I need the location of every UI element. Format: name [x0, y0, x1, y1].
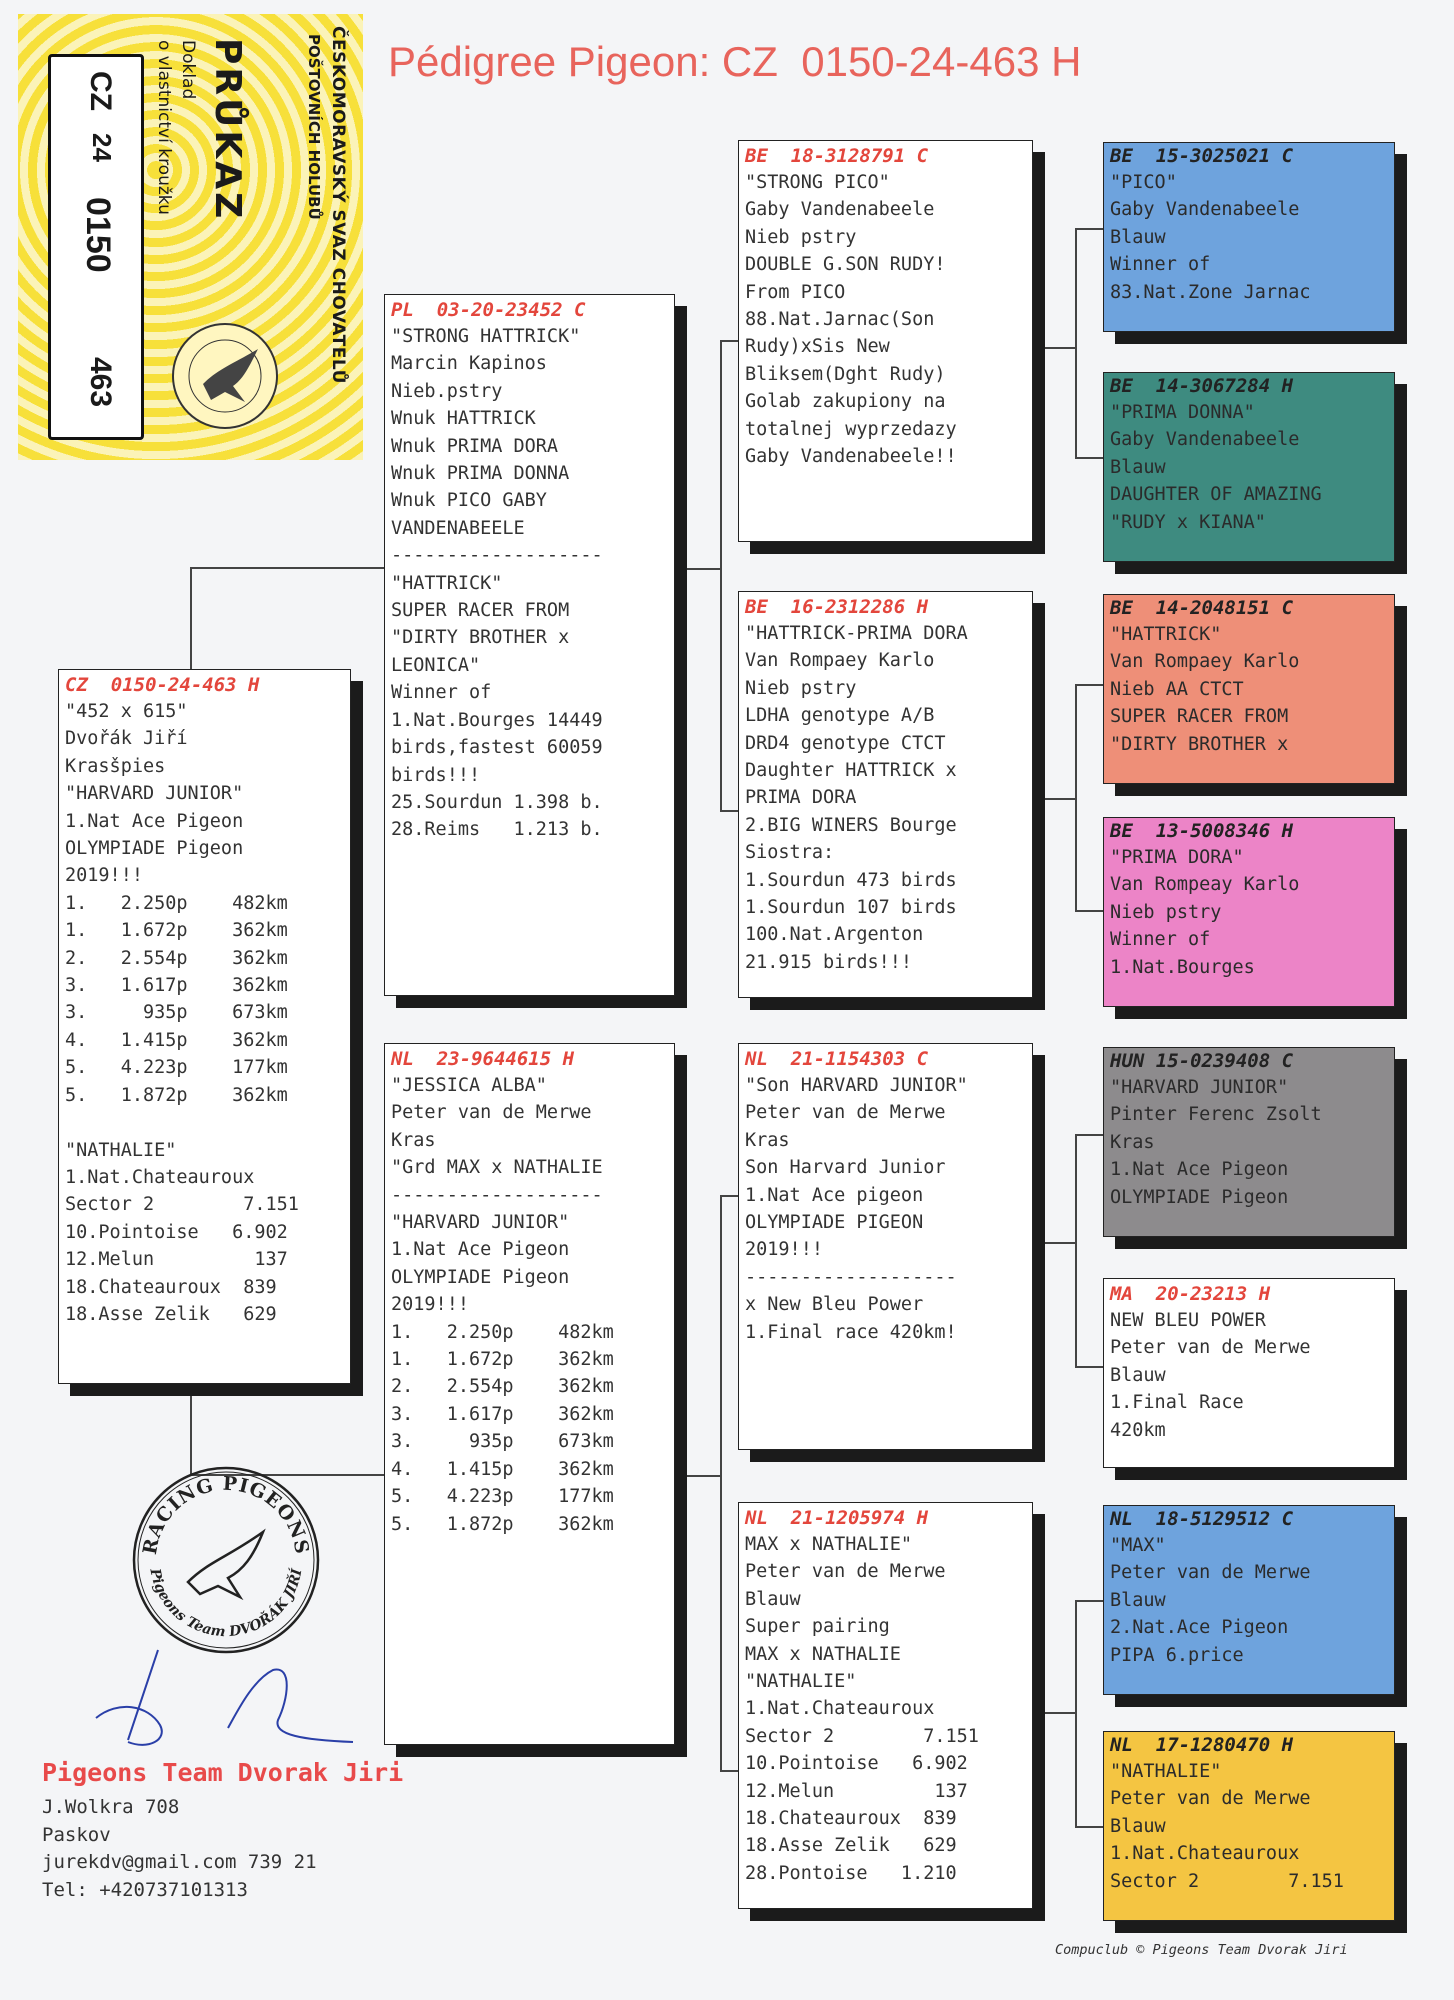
copyright: Compuclub © Pigeons Team Dvorak Jiri: [1055, 1942, 1348, 1958]
breeder-name: Pigeons Team Dvorak Jiri: [42, 1758, 404, 1787]
pigeon-card-gg5[interactable]: [1103, 1047, 1395, 1237]
stamp-bottom-text: Pigeons Team DVOŘÁK JIŘÍ: [146, 1567, 306, 1641]
page-title: Pédigree Pigeon: CZ 0150-24-463 H: [388, 38, 1082, 85]
connector: [1075, 684, 1077, 910]
ring-number: CZ 0150-24-463 H: [65, 674, 260, 696]
connector: [1075, 228, 1077, 457]
cert-doc-sub2: o vlastnictví kroužku: [154, 40, 174, 215]
ring-number: BE 18-3128791 C: [745, 145, 929, 167]
plate-country: CZ: [84, 71, 117, 111]
connector: [1075, 910, 1103, 912]
pigeon-card-subject[interactable]: [58, 669, 351, 1384]
ring-number: MA 20-23213 H: [1110, 1283, 1271, 1305]
connector: [1075, 1134, 1077, 1366]
connector: [675, 568, 720, 570]
ring-number: NL 17-1280470 H: [1110, 1734, 1294, 1756]
ring-number-plate: [48, 54, 144, 440]
connector: [1075, 1600, 1103, 1602]
connector: [1033, 347, 1075, 349]
connector: [1075, 684, 1103, 686]
connector: [720, 1195, 738, 1197]
connector: [1075, 1826, 1103, 1828]
plate-year: 24: [87, 133, 117, 162]
connector: [720, 810, 738, 812]
svg-text:Pigeons Team DVOŘÁK JIŘÍ: [146, 1566, 305, 1640]
connector: [675, 1475, 720, 1477]
stamp-top-text: RACING PIGEONS: [138, 1472, 313, 1557]
ring-number: NL 18-5129512 C: [1110, 1508, 1294, 1530]
connector: [720, 340, 738, 342]
pigeon-details: "STRONG PICO" Gaby Vandenabeele Nieb pstry DOUBLE G.SON RUDY! From PICO 88.Nat.Jarnac(Son Rudy)xSis New Bliksem(Dght Rudy) Golab zakupiony na totalnej wyprzedazy Gaby Vandenabeele!!: [745, 172, 957, 468]
ring-number: NL 23-9644615 H: [391, 1048, 575, 1070]
cert-doc-sub1: Doklad: [178, 40, 198, 100]
connector: [190, 1384, 192, 1474]
pigeon-details: "STRONG HATTRICK" Marcin Kapinos Nieb.pstry Wnuk HATTRICK Wnuk PRIMA DORA Wnuk PRIMA DONNA Wnuk PICO GABY VANDENABEELE ------------------- "HATTRICK" SUPER RACER FROM "DIRTY BROTHER x LEONICA" Winner of 1.Nat.Bourges 14449 birds,fastest 60059 birds!!! 25.Sourdun 1.398 b. 28.Reims 1.213 b.: [391, 326, 603, 841]
cert-doc-title: PRŮKAZ: [207, 38, 248, 222]
dove-icon: [188, 1532, 263, 1597]
ring-number: BE 14-3067284 H: [1110, 375, 1294, 397]
ring-number: PL 03-20-23452 C: [391, 299, 586, 321]
racing-pigeons-stamp: [128, 1462, 324, 1658]
connector: [190, 567, 192, 669]
connector: [720, 1770, 738, 1772]
ring-number: NL 21-1154303 C: [745, 1048, 929, 1070]
connector: [1075, 457, 1103, 459]
address-line: J.Wolkra 708: [42, 1796, 180, 1818]
connector: [1033, 798, 1075, 800]
pigeon-card-sire-sire[interactable]: [738, 140, 1033, 542]
pigeon-card-gg1[interactable]: [1103, 142, 1395, 332]
association-emblem: [163, 314, 298, 444]
connector: [1075, 1600, 1077, 1826]
pigeon-details: "HATTRICK" Van Rompaey Karlo Nieb AA CTCT SUPER RACER FROM "DIRTY BROTHER x: [1110, 624, 1300, 755]
pigeon-details: "Son HARVARD JUNIOR" Peter van de Merwe Kras Son Harvard Junior 1.Nat Ace pigeon OLYMPIADE PIGEON 2019!!! ------------------- x New Bleu Power 1.Final race 420km!: [745, 1075, 968, 1343]
pigeon-details: "HARVARD JUNIOR" Pinter Ferenc Zsolt Kras 1.Nat Ace Pigeon OLYMPIADE Pigeon: [1110, 1077, 1322, 1208]
plate-number: 463: [84, 357, 117, 408]
pigeon-card-dam-sire[interactable]: [738, 1043, 1033, 1450]
pigeon-card-gg8[interactable]: [1103, 1731, 1395, 1921]
ring-number: BE 13-5008346 H: [1110, 820, 1294, 842]
pigeon-details: NEW BLEU POWER Peter van de Merwe Blauw 1.Final Race 420km: [1110, 1310, 1311, 1441]
connector: [1075, 1134, 1103, 1136]
address-line: Paskov: [42, 1824, 111, 1846]
pigeon-details: "PICO" Gaby Vandenabeele Blauw Winner of 83.Nat.Zone Jarnac: [1110, 172, 1311, 303]
ring-number: BE 16-2312286 H: [745, 596, 929, 618]
connector: [1075, 228, 1103, 230]
pigeon-card-gg3[interactable]: [1103, 594, 1395, 784]
pigeon-details: "MAX" Peter van de Merwe Blauw 2.Nat.Ace Pigeon PIPA 6.price: [1110, 1535, 1311, 1666]
phone-line[interactable]: Tel: +420737101313: [42, 1879, 248, 1901]
pigeon-details: "PRIMA DORA" Van Rompeay Karlo Nieb pstry Winner of 1.Nat.Bourges: [1110, 847, 1300, 978]
pigeon-card-gg7[interactable]: [1103, 1505, 1395, 1695]
pigeon-card-gg2[interactable]: [1103, 372, 1395, 562]
pigeon-card-sire-dam[interactable]: [738, 591, 1033, 998]
pigeon-details: MAX x NATHALIE" Peter van de Merwe Blauw Super pairing MAX x NATHALIE "NATHALIE" 1.Nat.Chateauroux Sector 2 7.151 10.Pointoise 6.902 12.Melun 137 18.Chateauroux 839 18.Asse Zelik 629 28.Pontoise 1.210: [745, 1534, 979, 1884]
pigeon-card-gg6[interactable]: [1103, 1278, 1395, 1468]
connector: [1033, 1242, 1075, 1244]
connector: [190, 567, 384, 569]
ring-number: HUN 15-0239408 C: [1110, 1050, 1294, 1072]
connector: [1033, 1712, 1075, 1714]
pigeon-card-dam[interactable]: [384, 1043, 675, 1745]
pigeon-card-dam-dam[interactable]: [738, 1502, 1033, 1909]
pigeon-details: "HATTRICK-PRIMA DORA Van Rompaey Karlo Nieb pstry LDHA genotype A/B DRD4 genotype CTCT Daughter HATTRICK x PRIMA DORA 2.BIG WINERS Bourge Siostra: 1.Sourdun 473 birds 1.Sourdun 107 birds 100.Nat.Argenton 21.915 birds!!!: [745, 623, 968, 973]
ring-number: BE 15-3025021 C: [1110, 145, 1294, 167]
pigeon-card-sire[interactable]: [384, 294, 675, 996]
pigeon-details: "NATHALIE" Peter van de Merwe Blauw 1.Nat.Chateauroux Sector 2 7.151: [1110, 1761, 1344, 1892]
connector: [1075, 1366, 1103, 1368]
pigeon-details: "PRIMA DONNA" Gaby Vandenabeele Blauw DAUGHTER OF AMAZING "RUDY x KIANA": [1110, 402, 1322, 533]
plate-org: 0150: [79, 197, 117, 273]
pigeon-details: "JESSICA ALBA" Peter van de Merwe Kras "Grd MAX x NATHALIE ------------------- "HARVARD JUNIOR" 1.Nat Ace Pigeon OLYMPIADE Pigeon 2019!!! 1. 2.250p 482km 1. 1.672p 362km 2. 2.554p 362km 3. 1.617p 362km 3. 935p 673km 4. 1.415p 362km 5. 4.223p 177km 5. 1.872p 362km: [391, 1075, 614, 1535]
ring-number: NL 21-1205974 H: [745, 1507, 929, 1529]
cert-org-line2: POŠTOVNÍCH HOLUBŮ: [305, 34, 323, 220]
connector: [720, 340, 722, 810]
ring-certificate: [18, 14, 363, 460]
svg-text:RACING PIGEONS: [139, 1473, 313, 1557]
signature: [88, 1640, 368, 1760]
pigeon-details: "452 x 615" Dvořák Jiří Krasšpies "HARVARD JUNIOR" 1.Nat Ace Pigeon OLYMPIADE Pigeon 2019!!! 1. 2.250p 482km 1. 1.672p 362km 2. 2.554p 362km 3. 1.617p 362km 3. 935p 673km 4. 1.415p 362km 5. 4.223p 177km 5. 1.872p 362km "NATHALIE" 1.Nat.Chateauroux Sector 2 7.151 10.Pointoise 6.902 12.Melun 137 18.Chateauroux 839 18.Asse Zelik 629: [65, 701, 299, 1325]
email-line[interactable]: jurekdv@gmail.com 739 21: [42, 1851, 317, 1873]
cert-org-line1: ČESKOMORAVSKÝ SVAZ CHOVATELŮ: [328, 26, 348, 384]
ring-number: BE 14-2048151 C: [1110, 597, 1294, 619]
connector: [720, 1195, 722, 1770]
pigeon-card-gg4[interactable]: [1103, 817, 1395, 1007]
